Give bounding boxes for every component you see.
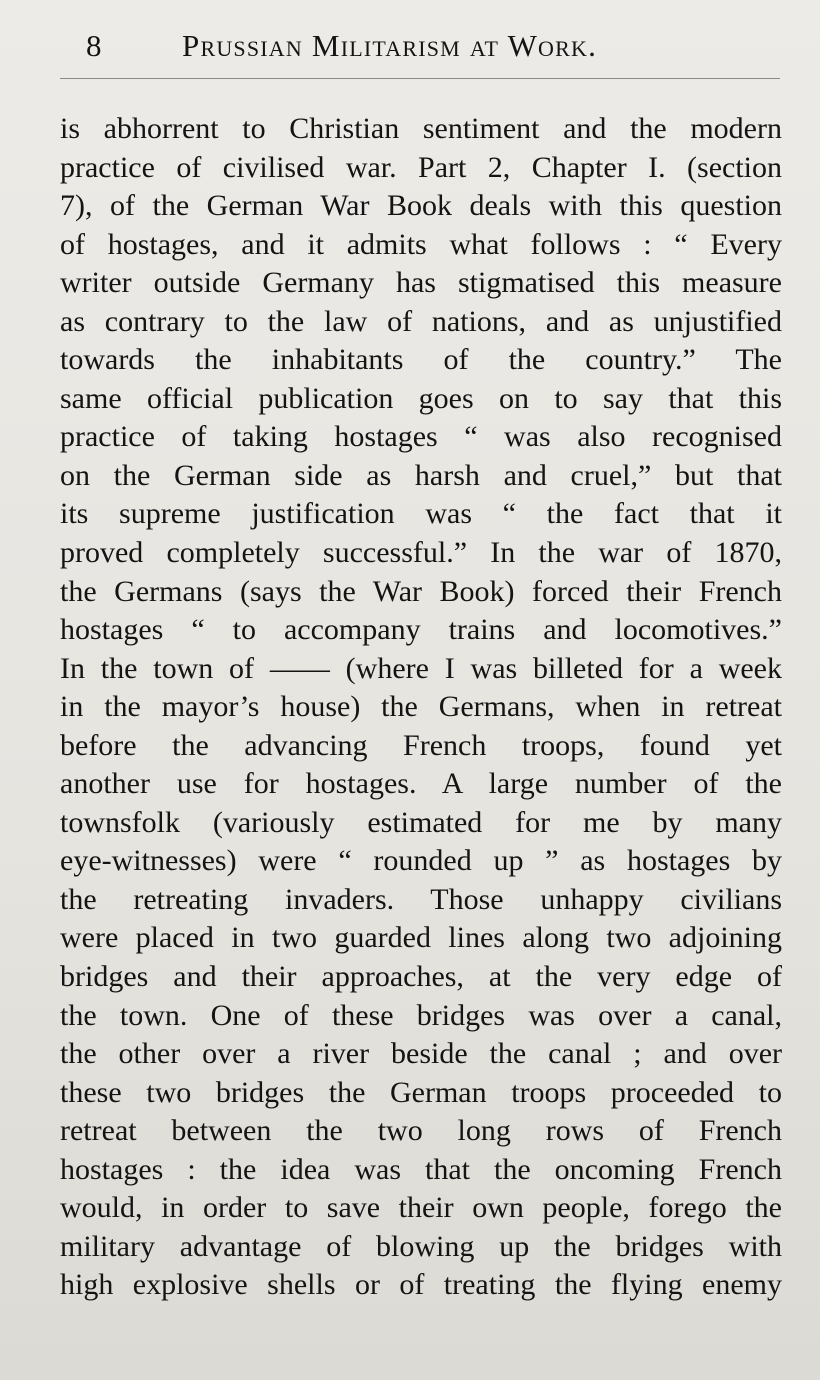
text-line: hostages “ to accompany trains and locomotives.”: [60, 613, 782, 647]
text-line: the retreating invaders. Those unhappy civilians: [60, 882, 782, 916]
text-line: writer outside Germany has stigmatised this measure: [60, 266, 782, 300]
text-line: military advantage of blowing up the bridges with: [60, 1229, 782, 1263]
text-line: hostages : the idea was that the oncoming French: [60, 1152, 782, 1186]
text-line: the Germans (says the War Book) forced their French: [60, 574, 782, 608]
text-line: before the advancing French troops, found yet: [60, 728, 782, 762]
text-line: its supreme justification was “ the fact that it: [60, 497, 782, 531]
body-text: [60, 110, 782, 1305]
text-line: retreat between the two long rows of French: [60, 1114, 782, 1148]
text-line: as contrary to the law of nations, and as unjustified: [60, 304, 782, 338]
text-line: same official publication goes on to say that this: [60, 381, 782, 415]
text-line: bridges and their approaches, at the very edge of: [60, 960, 782, 994]
text-line: the other over a river beside the canal ; and over: [60, 1037, 782, 1071]
text-line: were placed in two guarded lines along two adjoining: [60, 921, 782, 955]
text-line: In the town of —— (where I was billeted for a week: [60, 651, 782, 685]
text-line: proved completely successful.” In the war of 1870,: [60, 536, 782, 570]
text-line: the town. One of these bridges was over a canal,: [60, 998, 782, 1032]
text-line: these two bridges the German troops proceeded to: [60, 1075, 782, 1109]
page-number: 8: [86, 28, 102, 63]
text-line: towards the inhabitants of the country.” The: [60, 343, 782, 377]
text-line: of hostages, and it admits what follows : “ Every: [60, 227, 782, 261]
text-line: high explosive shells or of treating the flying enemy: [60, 1268, 782, 1302]
text-line: in the mayor’s house) the Germans, when in retreat: [60, 690, 782, 724]
text-line: another use for hostages. A large number of the: [60, 767, 782, 801]
text-line: on the German side as harsh and cruel,” but that: [60, 458, 782, 492]
running-title: Prussian Militarism at Work.: [182, 28, 598, 63]
text-line: townsfolk (variously estimated for me by many: [60, 805, 782, 839]
text-line: would, in order to save their own people, forego the: [60, 1191, 782, 1225]
text-line: eye-witnesses) were “ rounded up ” as hostages by: [60, 844, 782, 878]
text-line: practice of civilised war. Part 2, Chapter I. (section: [60, 150, 782, 184]
text-line: practice of taking hostages “ was also recognised: [60, 420, 782, 454]
text-line: is abhorrent to Christian sentiment and the modern: [60, 112, 782, 145]
header-rule: [60, 78, 780, 79]
text-line: 7), of the German War Book deals with this question: [60, 189, 782, 223]
page-header: [0, 0, 820, 80]
